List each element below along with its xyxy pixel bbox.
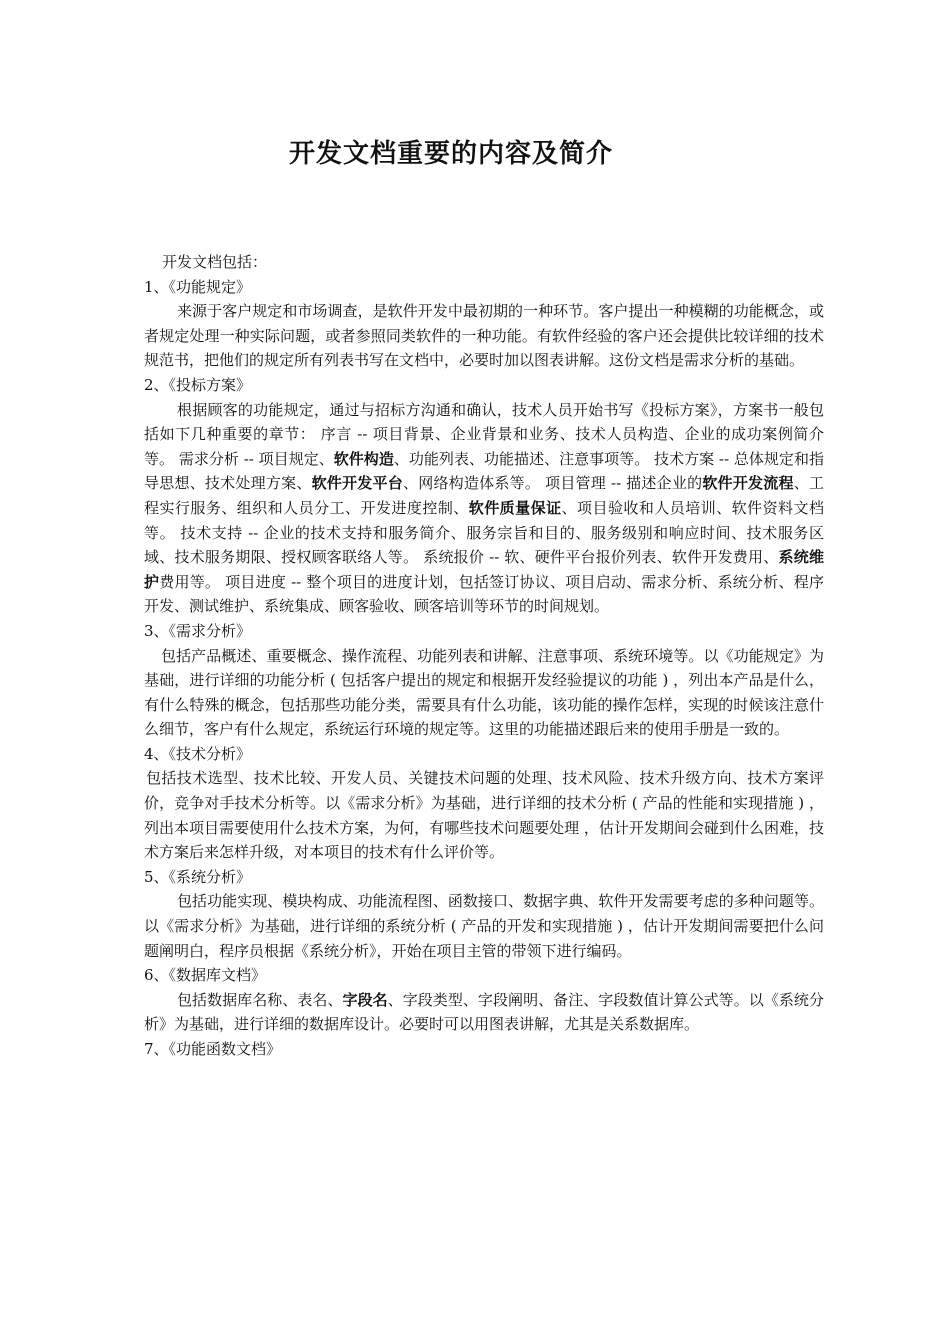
section-heading: 1、《功能规定》 <box>144 277 252 296</box>
text-run: 、网络构造体系等。 项目管理 -- 描述企业的 <box>402 474 703 493</box>
text-run: 、工程实行服务、组织和人员分工、开发进度控制、 <box>144 474 824 517</box>
section-paragraph <box>144 398 824 619</box>
section-heading: 2、《投标方案》 <box>144 375 252 394</box>
text-run: 、功能列表、功能描述、注意事项等。 技术方案 -- 总体规定和指导思想、技术处理方案、 <box>144 449 824 493</box>
text-run: 来源于客户规定和市场调查，是软件开发中最初期的一种环节。客户提出一种模糊的功能概念，或者规定处理一种实际问题，或者参照同类软件的一种功能。有软件经验的客户还会提供比较详细的技术规范书，把他们的规定所有列表书写在文档中，必要时加以图表讲解。这份文档是需求分析的基础。 <box>144 302 824 370</box>
bold-term: 软件开发流程 <box>702 474 794 493</box>
text-run: 包括数据库名称、表名、 <box>177 990 343 1009</box>
document-body <box>144 250 824 1062</box>
section-paragraph <box>144 988 824 1037</box>
bold-term: 软件质量保证 <box>468 498 562 517</box>
sections-container <box>144 275 824 1062</box>
bold-term: 字段名 <box>342 990 388 1009</box>
text-run: 、字段类型、字段阐明、备注、字段数值计算公式等。以《系统分析》为基础，进行详细的数据库设计。必要时可以用图表讲解，尤其是关系数据库。 <box>144 990 824 1034</box>
bold-term: 软件构造 <box>333 449 394 468</box>
document-title: 开发文档重要的内容及简介 <box>288 139 613 169</box>
section-heading: 3、《需求分析》 <box>144 621 252 640</box>
section-heading: 5、《系统分析》 <box>144 867 252 886</box>
text-run: 包括技术选型、技术比较、开发人员、关键技术问题的处理、技术风险、技术升级方向、技术方案评价，竞争对手技术分析等。以《需求分析》为基础，进行详细的技术分析 ( 产品的性能和实现措施 ) ，列出本项目需要使用什么技术方案，为何，有哪些技术问题要处理 ，估计开发期间会碰到什么困难，技术方案后来怎样升级，对本项目的技术有什么评价等。 <box>144 769 824 862</box>
text-run: 根据顾客的功能规定，通过与招标方沟通和确认，技术人员开始书写《投标方案》，方案书一般包括如下几种重要的章节： 序言 -- 项目背景、企业背景和业务、技术人员构造、企业的成功案例简介等。 需求分析 -- 项目规定、 <box>144 400 824 468</box>
section-paragraph <box>144 766 824 864</box>
text-run: 费用等。 项目进度 -- 整个项目的进度计划，包括签订协议、项目启动、需求分析、系统分析、程序开发、测试维护、系统集成、顾客验收、顾客培训等环节的时间规划。 <box>144 572 824 616</box>
text-run: 包括功能实现、模块构成、功能流程图、函数接口、数据字典、软件开发需要考虑的多种问题等。以《需求分析》为基础，进行详细的系统分析 ( 产品的开发和实现措施 ) ，估计开发期间需要把什么问题阐明白，程序员根据《系统分析》，开始在项目主管的带领下进行编码。 <box>144 892 824 960</box>
text-run: 包括产品概述、重要概念、操作流程、功能列表和讲解、注意事项、系统环境等。以《功能规定》为基础，进行详细的功能分析 ( 包括客户提出的规定和根据开发经验提议的功能 ) ，列出本产品是什么，有什么特殊的概念，包括那些功能分类，需要具有什么功能，该功能的操作怎样，实现的时候该注意什么细节，客户有什么规定，系统运行环境的规定等。这里的功能描述跟后来的使用手册是一致的。 <box>144 646 824 739</box>
section-paragraph <box>144 644 824 742</box>
section-heading: 6、《数据库文档》 <box>144 966 267 985</box>
text-run: 、项目验收和人员培训、软件资料文档等。 技术支持 -- 企业的技术支持和服务简介、服务宗旨和目的、服务级别和响应时间、技术服务区域、技术服务期限、授权顾客联络人等。 系统报价 -- 软、硬件平台报价列表、软件开发费用、 <box>144 498 824 567</box>
bold-term: 软件开发平台 <box>311 474 403 493</box>
section-paragraph <box>144 299 824 373</box>
section-heading: 4、《技术分析》 <box>144 744 252 763</box>
section-paragraph <box>144 889 824 963</box>
intro-line: 开发文档包括： <box>162 253 268 271</box>
section-heading: 7、《功能函数文档》 <box>144 1040 282 1058</box>
bold-term: 系统维护 <box>144 548 824 591</box>
